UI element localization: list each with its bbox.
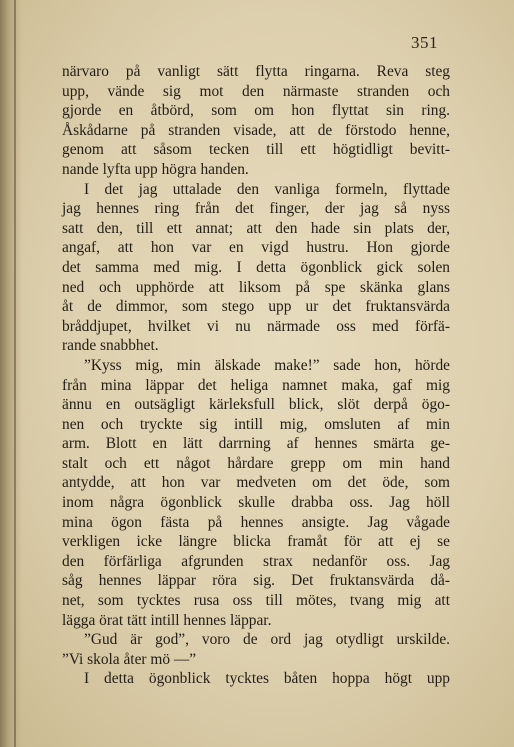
text-line: satt den, till ett annat; att den hade sin plats der, (62, 219, 450, 237)
text-line: den förfärliga afgrunden strax nedanför oss. Jag (62, 552, 450, 570)
text-line: Åskådarne på stranden visade, att de förstodo henne, (62, 121, 450, 139)
text-line: närvaro på vanligt sätt flytta ringarna. Reva steg (62, 63, 450, 80)
text-line: arm. Blott en lätt darrning af hennes smärta ge- (62, 435, 450, 453)
text-line: upp, vände sig mot den närmaste stranden och (62, 82, 450, 100)
text-line: I det jag uttalade den vanliga formeln, flyttade (84, 180, 450, 198)
text-line: rande snabbhet. (62, 337, 159, 355)
text-line: såg hennes läppar röra sig. Det fruktansvärda då- (62, 572, 450, 590)
text-line: det samma med mig. I detta ögonblick gick solen (62, 258, 450, 276)
text-line: angaf, att hon var en vigd hustru. Hon gjorde (62, 239, 450, 257)
text-line: gjorde en åtbörd, som om hon flyttat sin ring. (62, 102, 450, 120)
text-line: inom några ögonblick skulle drabba oss. Jag höll (62, 494, 450, 512)
page-gutter-shadow (0, 0, 22, 747)
text-line: ”Vi skola åter mö —” (62, 650, 197, 668)
text-line: mina ögon fästa på hennes ansigte. Jag vågade (62, 513, 450, 531)
text-line: stalt och ett något hårdare grepp om min hand (62, 454, 450, 472)
page-gutter-edge (14, 0, 16, 747)
text-line: nande lyfta upp högra handen. (62, 160, 249, 178)
text-line: genom att såsom tecken till ett högtidligt bevitt- (62, 141, 450, 159)
text-line: I detta ögonblick tycktes båten hoppa högt upp (84, 670, 450, 688)
text-line: från mina läppar det heliga namnet maka, gaf mig (62, 376, 450, 394)
text-line: ”Gud är god”, voro de ord jag otydligt urskilde. (84, 631, 450, 649)
text-line: åt de dimmor, som stego upp ur det fruktansvärda (62, 298, 450, 316)
text-line: verkligen icke längre blicka framåt för att ej se (62, 533, 450, 551)
text-line: nen och tryckte sig intill mig, omsluten af min (62, 415, 450, 433)
text-line: ännu en outsägligt kärleksfull blick, slöt derpå ögo- (62, 396, 450, 414)
text-line: ”Kyss mig, min älskade make!” sade hon, hörde (84, 356, 450, 374)
text-line: antydde, att hon var medveten om det öde, som (62, 474, 450, 492)
text-line: bråddjupet, hvilket vi nu närmade oss med förfä- (62, 317, 450, 335)
text-line: jag hennes ring från det finger, der jag så nyss (62, 200, 450, 218)
text-line: net, som tycktes rusa oss till mötes, tvang mig att (62, 592, 450, 610)
page-number: 351 (411, 33, 438, 52)
body-text (62, 62, 450, 689)
text-line: lägga örat tätt intill hennes läppar. (62, 611, 272, 629)
text-line: ned och upphörde att liksom på spe skänka glans (62, 278, 450, 296)
